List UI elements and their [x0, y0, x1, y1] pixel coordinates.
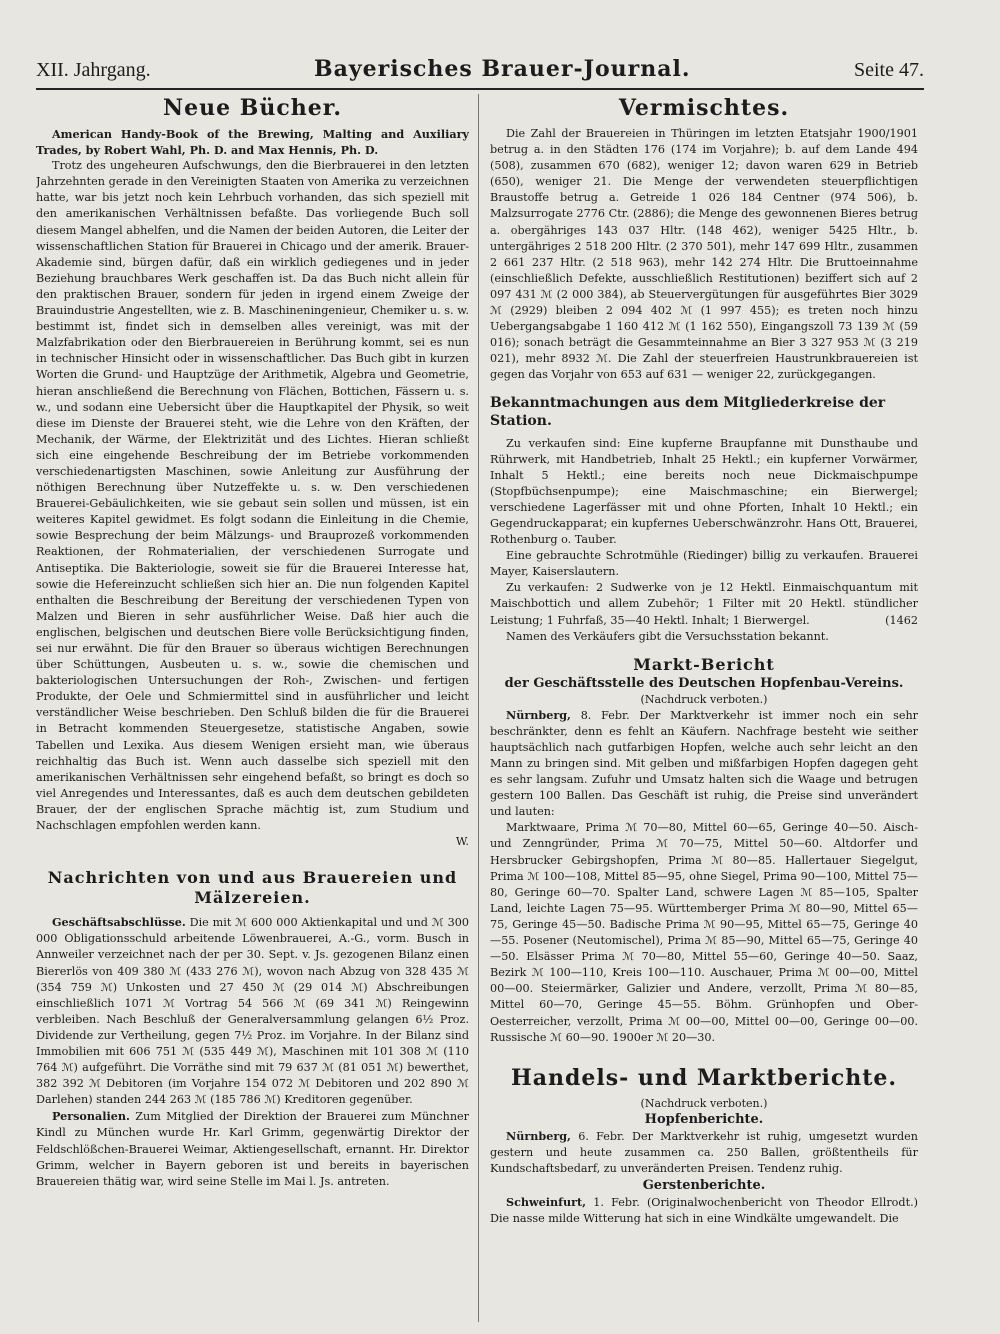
- hopfen-report: [490, 1128, 918, 1177]
- right-column: [490, 94, 918, 1328]
- journal-title: Bayerisches Brauer-Journal.: [314, 56, 691, 82]
- notice-paragraph: Eine gebrauchte Schrotmühle (Riedinger) billig zu verkaufen. Brauerei Mayer, Kaiserslautern.: [490, 549, 918, 579]
- vermischtes-body: Die Zahl der Brauereien in Thüringen im letzten Etatsjahr 1900/1901 betrug a. in den Städten 176 (174 im Vorjahre); b. auf dem Lande 494 (508), zusammen 670 (682), weniger 12; davon waren 629 in Betrieb (650), weniger 21. Die Menge der verwendeten steuerpflichtigen Braustoffe betrug a. Getreide 1 026 184 Centner (974 506), b. Malzsurrogate 2776 Ctr. (2886); die Menge des gewonnenen Bieres betrug a. obergähriges 143 037 Hltr. (148 462), weniger 5425 Hltr., b. untergähriges 2 518 200 Hltr. (2 370 501), mehr 147 699 Hltr., zusammen 2 661 237 Hltr. (2 518 963), mehr 142 274 Hltr. Die Bruttoeinnahme (einschließlich Defekte, ausschließlich Restitutionen) beziffert sich auf 2 097 431 ℳ (2 000 384), ab Steuervergütungen für ausgeführtes Bier 3029 ℳ (2929) bleiben 2 094 402 ℳ (1 997 455); es treten noch hinzu Uebergangsabgabe 1 160 412 ℳ (1 162 550), Eingangszoll 73 139 ℳ (59 016); sonach beträgt die Gesammteinnahme an Bier 3 327 953 ℳ (3 219 021), mehr 8932 ℳ. Die Zahl der steuerfreien Haustrunkbrauereien ist gegen das Vorjahr von 653 auf 631 — weniger 22, zurückgegangen.: [490, 127, 918, 382]
- page-number: Seite 47.: [853, 59, 924, 81]
- section-nachrichten: [36, 868, 469, 1190]
- review-signature: W.: [455, 835, 469, 849]
- paragraph-body: Die mit ℳ 600 000 Aktienkapital und und ℳ 300 000 Obligationsschuld arbeitende Löwenbrauerei, A.-G., vorm. Busch in Annweiler verzeichnet nach der per 30. Sept. v. Js. gezogenen Bilanz einen Biererlös von 409 380 ℳ (433 276 ℳ), wovon nach Abzug von 328 435 ℳ (354 759 ℳ) Unkosten und 27 450 ℳ (29 014 ℳ) Abschreibungen einschließlich 1071 ℳ Vortrag 54 566 ℳ (69 341 ℳ) Reingewinn verbleiben. Nach Beschluß der Generalversammlung gelangen 6½ Proz. Dividende zur Vertheilung, gegen 7½ Proz. im Vorjahre. In der Bilanz sind Immobilien mit 606 751 ℳ (535 449 ℳ), Maschinen mit 101 308 ℳ (110 764 ℳ) aufgeführt. Die Vorräthe sind mit 79 637 ℳ (81 051 ℳ) bewerthet, 382 392 ℳ Debitoren (im Vorjahre 154 072 ℳ Debitoren und 202 890 ℳ Darlehen) standen 244 263 ℳ (185 786 ℳ) Kreditoren gegenüber.: [36, 916, 469, 1107]
- place-lead: Schweinfurt,: [506, 1194, 587, 1209]
- section-bekanntmachungen: [490, 394, 918, 645]
- notice-number: (1462: [885, 613, 918, 627]
- section-vermischtes: [490, 94, 918, 384]
- paragraph-lead: Personalien.: [52, 1109, 130, 1124]
- section-handels: [490, 1064, 918, 1227]
- section-neue-buecher: [36, 94, 469, 850]
- paragraph-geschaeftsabschluesse: [36, 914, 469, 1108]
- book-title: American Handy-Book of the Brewing, Malting and Auxiliary Trades, by Robert Wahl, Ph. D. and Max Hennis, Ph. D.: [36, 127, 469, 158]
- section-title: Nachrichten von und aus Brauereien und Mälzereien.: [47, 868, 458, 908]
- paragraph-lead: Geschäftsabschlüsse.: [52, 915, 186, 930]
- notice-paragraph: Zu verkaufen sind: Eine kupferne Braupfanne mit Dunsthaube und Rührwerk, mit Handbetrieb, Inhalt 25 Hektl.; ein kupferner Vorwärmer, Inhalt 5 Hektl.; eine bereits noch neue Dickmaischpumpe (Stopfbüchsenpumpe); eine Maischmaschine; ein Bierwergel; verschiedene Lagerfässer mit und ohne Pforten, Inhalt 10 Hektl.; ein Gegendruckapparat; ein kupfernes Ueberschwänzrohr. Hans Ott, Brauerei, Rothenburg o. Tauber.: [490, 436, 918, 547]
- market-report-text: 8. Febr. Der Marktverkehr ist immer noch ein sehr beschränkter, denn es fehlt an Käufern. Nachfrage besteht wie seither hauptsächlich nach gutfarbigen Hopfen, welche auch sehr leicht an den Mann zu bringen sind. Mit gelben und mißfarbigen Hopfen dagegen geht es sehr langsam. Zufuhr und Umsatz halten sich die Waage und betrugen gestern 100 Ballen. Das Geschäft ist ruhig, die Preise sind unverändert und lauten:: [490, 708, 918, 819]
- price-list: Marktwaare, Prima ℳ 70—80, Mittel 60—65, Geringe 40—50. Aisch- und Zenngründer, Prima ℳ 70—75, Mittel 50—60. Altdorfer und Hersbrucker Gebirgshopfen, Prima ℳ 80—85. Hallertauer Siegelgut, Prima ℳ 100—108, Mittel 85—95, ohne Siegel, Prima 90—100, Mittel 75—80, Geringe 60—70. Spalter Land, schwere Lagen ℳ 85—105, Spalter Land, leichte Lagen 75—95. Württemberger Prima ℳ 80—90, Mittel 65—75, Geringe 45—50. Badische Prima ℳ 90—95, Mittel 65—75, Geringe 40—55. Posener (Neutomischel), Prima ℳ 85—90, Mittel 65—75, Geringe 40—50. Elsässer Prima ℳ 70—80, Mittel 55—60, Geringe 40—50. Saaz, Bezirk ℳ 100—110, Kreis 100—110. Auschauer, Prima ℳ 00—00, Mittel 00—00. Steiermärker, Galizier und Andere, verzollt, Prima ℳ 80—85, Mittel 60—70, Geringe 45—55. Böhm. Grünhopfen und Ober-Oesterreicher, verzollt, Prima ℳ 00—00, Mittel 00—00, Geringe 00—00. Russische ℳ 60—90. 1900er ℳ 20—30.: [490, 821, 918, 1044]
- gersten-report: [490, 1194, 918, 1227]
- report-text: 1. Febr. (Originalwochenbericht von Theodor Ellrodt.) Die nasse milde Witterung hat sich in eine Windkälte umgewandelt. Die: [490, 1195, 918, 1226]
- place-lead: Nürnberg,: [506, 1128, 571, 1143]
- section-title: Markt-Bericht: [633, 654, 775, 674]
- paragraph-body: Zum Mitglied der Direktion der Brauerei zum Münchner Kindl zu München wurde Hr. Karl Grimm, gegenwärtig Direktor der Feldschlößchen-Brauerei Weimar, Aktiengesellschaft, ernannt. Hr. Direktor Grimm, welcher in Bayern geboren ist und bereits in bayerischen Brauereien thätig war, wird seine Stelle im Mai l. Js. antreten.: [36, 1110, 469, 1188]
- section-title: Vermischtes.: [618, 95, 790, 121]
- section-title: Handels- und Marktberichte.: [510, 1064, 898, 1091]
- reprint-note: (Nachdruck verboten.): [640, 1096, 768, 1110]
- notice-text: Zu verkaufen: 2 Sudwerke von je 12 Hektl. Einmaischquantum mit Maischbottich und allem Zubehör; 1 Filter mit 20 Hektl. stündlicher Leistung; 1 Fuhrfaß, 35—40 Hektl. Inhalt; 1 Bierwergel.: [490, 581, 918, 627]
- section-marktbericht: [490, 655, 918, 1046]
- paragraph-personalien: [36, 1108, 469, 1189]
- book-review-body: Trotz des ungeheuren Aufschwungs, den die Bierbrauerei in den letzten Jahrzehnten gerade in den Vereinigten Staaten von Amerika zu verzeichnen hatte, war bis jetzt noch kein Lehrbuch vorhanden, das sich speziell mit den amerikanischen Verhältnissen befaßte. Das vorliegende Buch soll diesem Mangel abhelfen, und die Namen der beiden Autoren, die Leiter der wissenschaftlichen Station für Brauerei in Chicago und der amerik. Brauer-Akademie sind, bürgen dafür, daß ein wirklich gediegenes und in jeder Beziehung brauchbares Werk geschaffen ist. Da das Buch nicht allein für den praktischen Brauer, sondern für jeden in irgend einem Zweige der Brauindustrie Angestellten, wie z. B. Maschineningenieur, Chemiker u. s. w. bestimmt ist, findet sich in demselben alles vereinigt, was mit der Malzfabrikation oder den Bierbrauereien in Berührung kommt, sei es nun in technischer Hinsicht oder in wissenschaftlicher. Das Buch gibt in kurzen Worten die Grund- und Hauptzüge der Arithmetik, Algebra und Geometrie, hieran anschließend die Berechnung von Flächen, Bottichen, Fässern u. s. w., und sodann eine Uebersicht über die Hauptkapitel der Physik, so weit diese im Dienste der Brauerei steht, wie die Lehre von den Kräften, der Mechanik, der Wärme, der Elektrizität und des Lichtes. Hieran schließt sich eine eingehende Beschreibung der im Betriebe vorkommenden verschiedenartigsten Maschinen, sowie Anleitung zur Ausführung der nöthigen Berechnung über Nutzeffekte u. s. w. Den verschiedenen Brauerei-Gebäulichkeiten, wie sie gebaut sein sollen und müssen, ist ein weiteres Kapitel gewidmet. Es folgt sodann die Einleitung in die Chemie, sowie Besprechung der beim Mälzungs- und Brauprozeß vorkommenden Reaktionen, der Rohmaterialien, der verschiedenen Surrogate und Antiseptika. Die Bakteriologie, soweit sie für die Brauerei Interesse hat, sowie die Hefereinzucht schließen sich hier an. Die nun folgenden Kapitel enthalten die Beschreibung der Bereitung der verschiedenen Typen von Malzen und Bieren in sehr ausführlicher Weise. Daß hier auch die englischen, belgischen und deutschen Biere volle Berücksichtigung finden, sei nur erwähnt. Die für den Brauer so überaus wichtigen Berechnungen über Schüttungen, Ausbeuten u. s. w., sowie die chemischen und bakteriologischen Untersuchungen der Roh-, Zwischen- und fertigen Produkte, der Oele und Schmiermittel sind in ausführlicher und leicht verständlicher Weise beschrieben. Den Schluß bilden die für die Brauerei in Betracht kommenden Steuergesetze, statistische Angaben, sowie Tabellen und Lexika. Aus diesem Wenigen ersieht man, wie überaus reichhaltig das Buch ist. Wenn auch dasselbe sich speziell mit den amerikanischen Verhältnissen sehr eingehend befaßt, so bringt es doch so viel Anregendes und Interessantes, daß es auch dem deutschen gebildeten Brauer, der der englischen Sprache mächtig ist, zum Studium und Nachschlagen empfohlen werden kann.: [36, 159, 469, 833]
- section-subtitle: der Geschäftsstelle des Deutschen Hopfenbau-Vereins.: [504, 675, 904, 691]
- column-divider: [478, 94, 479, 1322]
- place-lead: Nürnberg,: [506, 707, 571, 722]
- report-text: 6. Febr. Der Marktverkehr ist ruhig, umgesetzt wurden gestern und heute zusammen ca. 250 Ballen, größtentheils für Kundschaftsbedarf, zu unveränderten Preisen. Tendenz ruhig.: [490, 1129, 918, 1175]
- market-report-body: [490, 707, 918, 821]
- page-header: [36, 56, 924, 86]
- section-title: Neue Bücher.: [163, 95, 342, 121]
- reprint-note: (Nachdruck verboten.): [640, 692, 768, 706]
- header-rule: [36, 88, 924, 90]
- volume-label: XII. Jahrgang.: [36, 59, 151, 81]
- subsection-title-hopfen: Hopfenberichte.: [644, 1111, 764, 1127]
- notice-paragraph: Namen des Verkäufers gibt die Versuchsstation bekannt.: [506, 629, 829, 643]
- subsection-title-gersten: Gerstenberichte.: [642, 1177, 766, 1193]
- left-column: [36, 94, 469, 1328]
- section-title: Bekanntmachungen aus dem Mitgliederkreise der Station.: [490, 394, 886, 429]
- notice-paragraph: [490, 580, 918, 628]
